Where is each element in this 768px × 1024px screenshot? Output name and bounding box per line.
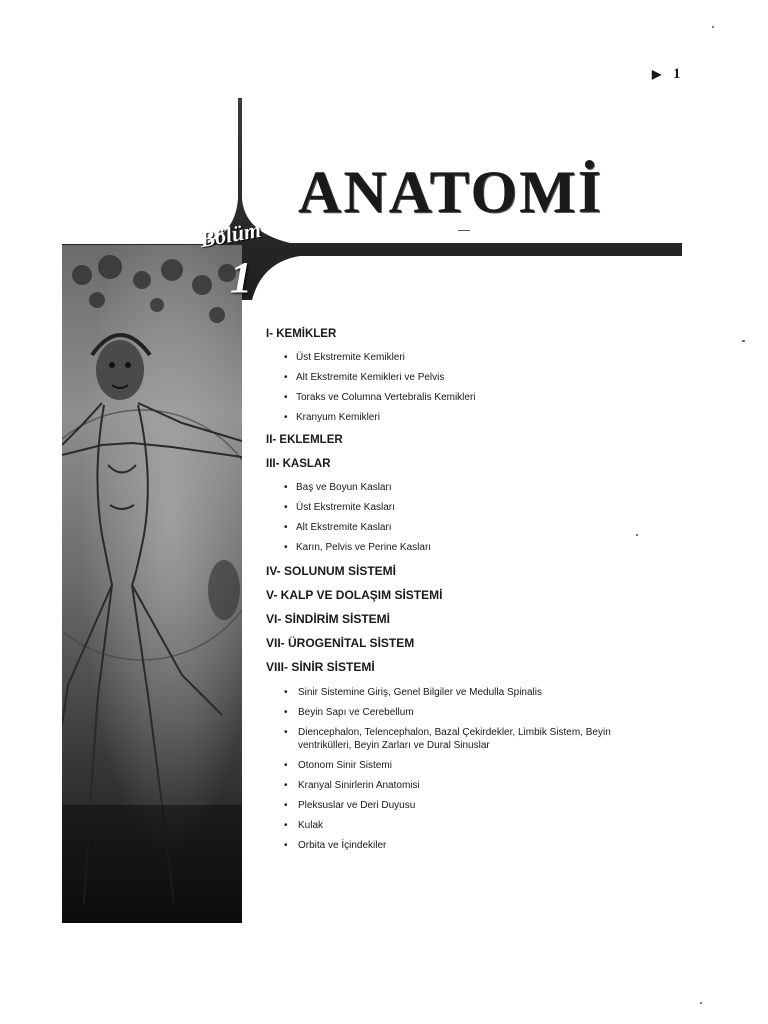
page-number: 1	[672, 66, 681, 82]
toc-item: • Kranyum Kemikleri	[284, 408, 706, 428]
chapter-number: 1	[230, 253, 252, 302]
toc-list-kemikler	[266, 348, 706, 428]
scan-speck	[458, 230, 470, 231]
toc-item: • Pleksuslar ve Deri Duyusu	[284, 799, 706, 812]
scan-speck	[700, 1002, 702, 1004]
toc-item: • Kulak	[284, 819, 706, 832]
toc-item: • Orbita ve İçindekiler	[284, 839, 706, 852]
scan-speck	[636, 534, 638, 536]
toc-item: • Alt Ekstremite Kasları	[284, 518, 706, 538]
scan-speck	[742, 340, 745, 342]
toc-item: • Karın, Pelvis ve Perine Kasları	[284, 538, 706, 558]
vitruvian-man-image	[62, 245, 242, 923]
toc-section-kaslar: III- KASLAR	[266, 458, 331, 470]
toc-item: • Alt Ekstremite Kemikleri ve Pelvis	[284, 368, 706, 388]
scan-speck	[712, 26, 714, 28]
chapter-label: Bölüm	[198, 216, 263, 253]
toc-section-solunum: IV- SOLUNUM SİSTEMİ	[266, 564, 397, 578]
toc-item: • Otonom Sinir Sistemi	[284, 759, 706, 772]
toc-item: • Kranyal Sinirlerin Anatomisi	[284, 779, 706, 792]
toc-item: • Beyin Sapı ve Cerebellum	[284, 706, 706, 719]
toc-section-kalp: V- KALP VE DOLAŞIM SİSTEMİ	[266, 588, 443, 602]
toc-section-sindirim: VI- SİNDİRİM SİSTEMİ	[266, 612, 391, 626]
toc-item: • Üst Ekstremite Kasları	[284, 498, 706, 518]
toc-section-sinir: VIII- SİNİR SİSTEMİ	[266, 660, 375, 674]
toc-item: • Üst Ekstremite Kemikleri	[284, 348, 706, 368]
toc-item: • Diencephalon, Telencephalon, Bazal Çekirdekler, Limbik Sistem, Beyin ventrikülleri, Beyin Zarları ve Dural Sinuslar	[284, 726, 638, 752]
table-of-contents	[266, 328, 706, 859]
toc-section-eklemler: II- EKLEMLER	[266, 434, 343, 446]
triangle-arrow-icon: ▶	[652, 67, 662, 81]
toc-item: • Toraks ve Columna Vertebralis Kemikleri	[284, 388, 706, 408]
toc-item: • Sinir Sistemine Giriş, Genel Bilgiler ve Medulla Spinalis	[284, 686, 706, 699]
toc-list-sinir	[266, 686, 706, 852]
toc-section-kemikler: I- KEMİKLER	[266, 328, 337, 340]
page-title: ANATOMİ	[298, 159, 604, 225]
toc-section-urogenital: VII- ÜROGENİTAL SİSTEM	[266, 636, 415, 650]
toc-list-kaslar	[266, 478, 706, 558]
toc-item: • Baş ve Boyun Kasları	[284, 478, 706, 498]
